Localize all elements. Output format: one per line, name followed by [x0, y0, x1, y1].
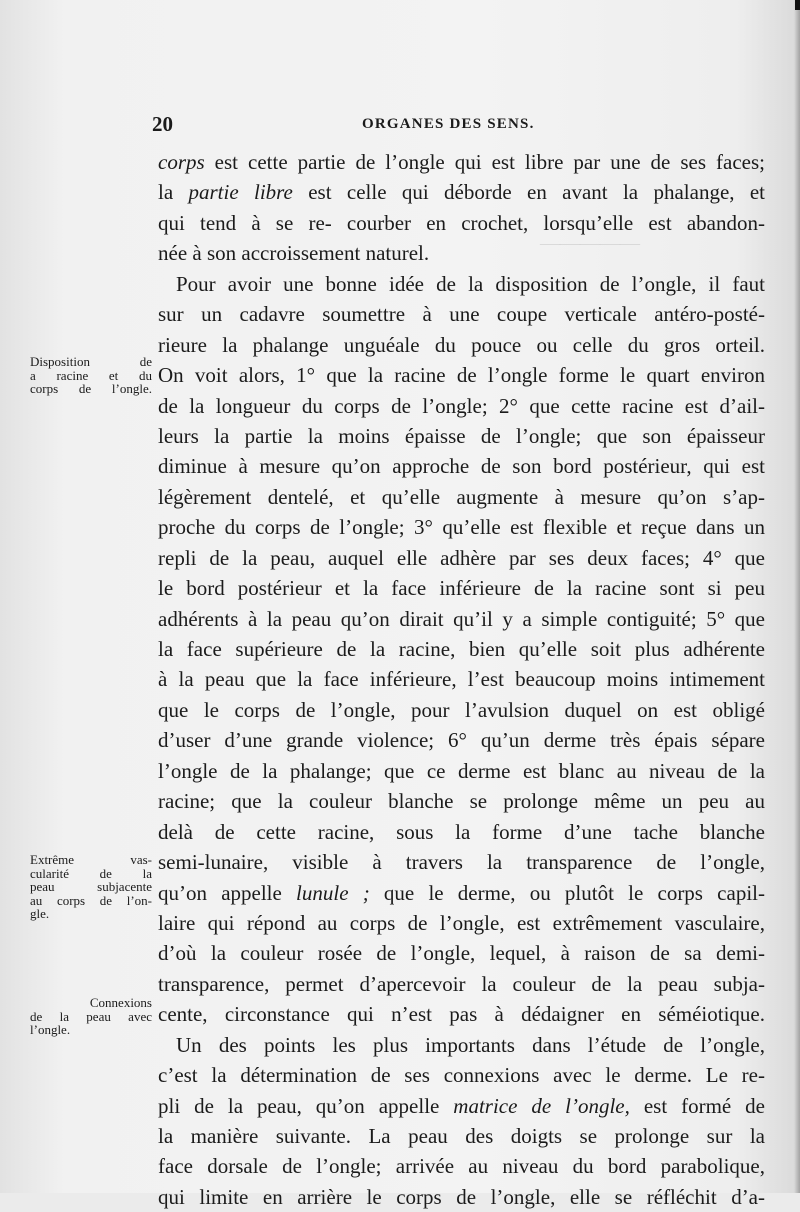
text-line: légèrement dentelé, et qu’elle augmente à mesure qu’on s’ap- [158, 484, 765, 509]
text-line: diminue à mesure qu’on approche de son bord postérieur, qui est [158, 454, 765, 479]
text-line: le bord postérieur et la face inférieure de la racine sont si peu [158, 576, 765, 601]
margin-note-line: gle. [30, 906, 50, 921]
text-line: Pour avoir une bonne idée de la disposition de l’ongle, il faut [176, 271, 765, 296]
text-line: racine; que la couleur blanche se prolonge même un peu au [158, 789, 765, 814]
text-line: cente, circonstance qui n’est pas à dédaigner en séméiotique. [158, 1002, 765, 1027]
text-line: On voit alors, 1° que la racine de l’ongle forme le quart environ [158, 363, 765, 388]
margin-note-line: peau subjacente [30, 879, 152, 894]
text-line: delà de cette racine, sous la forme d’une tache blanche [158, 819, 765, 844]
text-line: qui limite en arrière le corps de l’ongle, elle se réfléchit d’a- [158, 1184, 765, 1209]
text-line: proche du corps de l’ongle; 3° qu’elle est flexible et reçue dans un [158, 515, 765, 540]
text-span: est formé de [629, 1093, 765, 1118]
text-line: laire qui répond au corps de l’ongle, est extrêmement vasculaire, [158, 910, 765, 935]
italic-term: matrice de l’ongle, [453, 1093, 630, 1118]
text-line: que le corps de l’ongle, pour l’avulsion duquel on est obligé [158, 697, 765, 722]
page-edge-shadow [794, 0, 800, 1193]
margin-note-disposition [30, 355, 152, 396]
text-span: la [158, 180, 189, 205]
margin-note-line: Connexions [89, 995, 152, 1010]
text-line: rieure la phalange unguéale du pouce ou celle du gros orteil. [158, 332, 765, 357]
text-line: leurs la partie la moins épaisse de l’ongle; que son épaisseur [158, 423, 765, 448]
text-line [158, 1091, 765, 1121]
margin-note-connexions [30, 996, 152, 1037]
text-line: l’ongle de la phalange; que ce derme est blanc au niveau de la [158, 758, 765, 783]
text-span: qu’on appelle [158, 880, 297, 905]
text-line [158, 177, 765, 207]
text-line: adhérents à la peau qu’on dirait qu’il y a simple contiguité; 5° que [158, 606, 765, 631]
text-line: d’où la couleur rosée de l’ongle, lequel, à raison de sa demi- [158, 941, 765, 966]
margin-note-line: l’ongle. [30, 1022, 71, 1037]
margin-note-line: au corps de l’on- [30, 892, 152, 908]
text-line: d’user d’une grande violence; 6° qu’un derme très épais sépare [158, 728, 765, 753]
text-line: la manière suivante. La peau des doigts se prolonge sur la [158, 1124, 765, 1148]
text-line: sur un cadavre soumettre à une coupe verticale antéro-posté- [158, 302, 765, 327]
corner-mark [795, 0, 800, 10]
margin-note-line: corps de l’ongle. [30, 381, 152, 396]
text-line: de la longueur du corps de l’ongle; 2° que cette racine est d’ail- [158, 393, 765, 418]
text-span: que le derme, ou plutôt le corps capil- [369, 880, 765, 905]
text-line [158, 878, 765, 908]
text-line: à la peau que la face inférieure, l’est beaucoup moins intimement [158, 667, 765, 692]
text-line: semi-lunaire, visible à travers la transparence de l’ongle, [158, 850, 765, 875]
text-line: face dorsale de l’ongle; arrivée au niveau du bord parabolique, [158, 1154, 765, 1179]
text-span: pli de la peau, qu’on appelle [158, 1093, 454, 1118]
margin-note-line: Extrême vas- [30, 852, 152, 867]
page-number: 20 [152, 112, 173, 136]
show-through-decoration: ————— [540, 232, 640, 254]
margin-note-line: de la peau avec [30, 1008, 152, 1024]
text-line: née à son accroissement naturel. [158, 241, 430, 266]
text-line [158, 147, 765, 177]
italic-term: lunule ; [296, 880, 370, 905]
text-span: est cette partie de l’ongle qui est libre par une de ses faces; [204, 150, 765, 174]
text-line: la face supérieure de la racine, bien qu’elle soit plus adhérente [158, 637, 765, 661]
body-text [158, 147, 765, 1212]
margin-note-line: Disposition de [30, 354, 152, 369]
page-header [152, 112, 764, 142]
italic-term: partie libre [188, 180, 293, 205]
text-line: c’est la détermination de ses connexions avec le derme. Le re- [158, 1063, 765, 1088]
text-line: qui tend à se re- courber en crochet, lorsqu’elle est abandon- [158, 210, 765, 235]
text-span: est celle qui déborde en avant la phalange, et [292, 180, 766, 205]
running-title: ORGANES DES SENS. [362, 116, 535, 132]
text-line: transparence, permet d’apercevoir la couleur de la peau subja- [158, 971, 765, 996]
text-line: repli de la peau, auquel elle adhère par ses deux faces; 4° que [158, 545, 765, 570]
italic-term: corps [158, 150, 205, 174]
margin-note-extreme-vascularite [30, 853, 152, 921]
text-line: Un des points les plus importants dans l’étude de l’ongle, [176, 1032, 765, 1057]
margin-note-line: cularité de la [30, 865, 152, 881]
margin-note-line: a racine et du [30, 367, 152, 383]
